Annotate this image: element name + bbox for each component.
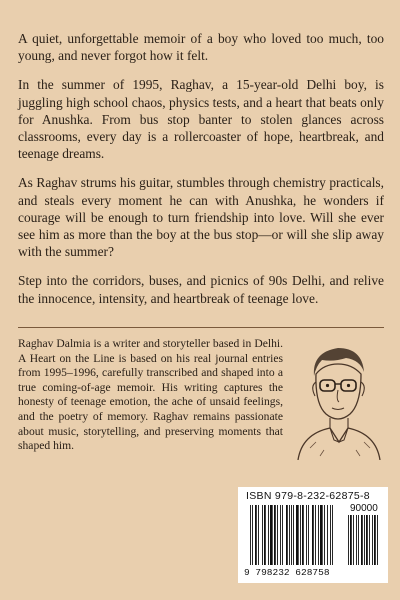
isbn-number: ISBN 979-8-232-62875-8: [246, 490, 370, 502]
blurb-paragraph-invitation: Step into the corridors, buses, and picnics of 90s Delhi, and relive the innocence, intensity, and heartbreak of teenage love.: [18, 273, 384, 306]
author-bio: Raghav Dalmia is a writer and storyteller based in Delhi. A Heart on the Line is based on his real journal entries from 1995–1996, carefully transcribed and shaped into a true coming-of-age memoir. His writing captures the honesty of teenage emotion, the ache of unsaid feelings, and the poetry of memory. Raghav remains passionate about music, storytelling, and preserving moments that shaped him.: [18, 337, 283, 453]
section-divider: [18, 327, 384, 328]
back-cover-blurb: [18, 30, 384, 319]
blurb-paragraph-summary: In the summer of 1995, Raghav, a 15-year-old Delhi boy, is juggling high school chaos, physics tests, and a heart that beats only for Anushka. From bus stop banter to stolen glances across classrooms, every day is a rollercoaster of hope, heartbreak, and teenage dreams.: [18, 77, 384, 162]
isbn-barcode: [238, 487, 388, 583]
author-portrait: [290, 338, 386, 460]
barcode-digits: 9 798232 628758: [244, 567, 330, 578]
blurb-tagline: A quiet, unforgettable memoir of a boy who loved too much, too young, and never forgot how it felt.: [18, 31, 384, 64]
price-code: 90000: [350, 503, 378, 514]
blurb-paragraph-question: As Raghav strums his guitar, stumbles through chemistry practicals, and steals every moment he can with Anushka, he wonders if courage will be enough to turn friendship into love. Will she ever see him as more than the boy at the bus stop—or will she slip away with the summer?: [18, 175, 384, 260]
